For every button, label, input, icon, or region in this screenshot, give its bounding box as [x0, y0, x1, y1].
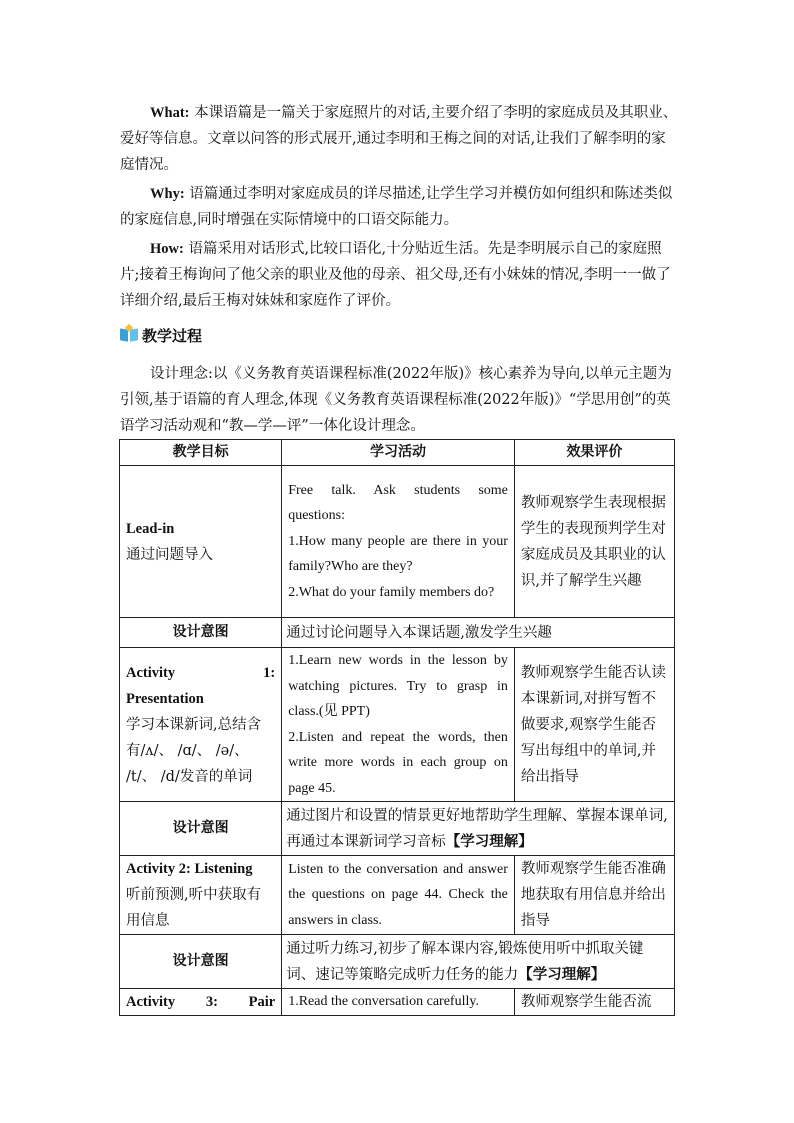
goal-title: Activity 2: Listening [126, 861, 253, 877]
intent-tag: 【学习理解】 [445, 832, 533, 850]
evaluation-cell: 教师观察学生能否流 [514, 989, 674, 1016]
header-evaluation: 效果评价 [514, 440, 674, 466]
goal-title: Activity 1: [126, 664, 276, 681]
intent-content: 通过讨论问题导入本课话题,激发学生兴趣 [286, 624, 552, 641]
intent-row [120, 618, 675, 648]
goal-text: 听前预测,听中获取有用信息 [126, 887, 262, 929]
table-row [120, 989, 675, 1016]
why-label: Why: [150, 186, 185, 202]
why-paragraph [120, 181, 680, 233]
intent-text [282, 935, 675, 989]
goal-title: Activity 3: Pair [126, 994, 276, 1010]
evaluation-cell: 教师观察学生能否准确地获取有用信息并给出指导 [514, 856, 674, 935]
intent-text [282, 618, 675, 648]
why-text: 语篇通过李明对家庭成员的详尽描述,让学生学习并模仿如何组织和陈述类似的家庭信息,同时增强在实际情境中的口语交际能力。 [120, 186, 673, 228]
header-activity: 学习活动 [282, 440, 515, 466]
how-text: 语篇采用对话形式,比较口语化,十分贴近生活。先是李明展示自己的家庭照片;接着王梅询问了他父亲的职业及他的母亲、祖父母,还有小妹妹的情况,李明一一做了详细介绍,最后王梅对妹妹和家庭作了评价。 [120, 241, 671, 309]
evaluation-cell: 教师观察学生表现根据学生的表现预判学生对家庭成员及其职业的认识,并了解学生兴趣 [514, 466, 674, 618]
intent-row [120, 935, 675, 989]
header-goal: 教学目标 [120, 440, 282, 466]
goal-title-2: Presentation [126, 690, 204, 707]
section-heading [120, 324, 202, 346]
table-row [120, 856, 675, 935]
goal-cell [120, 989, 282, 1016]
activity-text: Listen to the conversation and answer the questions on page 44. Check the answers in class. [288, 861, 508, 928]
goal-text: 学习本课新词,总结含有/ʌ/、 /ɑ/、 /ə/、 /t/、 /d/发音的单词 [126, 716, 262, 785]
activity-cell [282, 989, 515, 1016]
how-paragraph [120, 236, 680, 314]
how-label: How: [150, 241, 184, 257]
intent-tag: 【学习理解】 [518, 965, 606, 983]
intent-row [120, 802, 675, 856]
section-title: 教学过程 [142, 326, 203, 345]
table-row [120, 466, 675, 618]
intent-label: 设计意图 [120, 935, 282, 989]
what-label: What: [150, 105, 190, 121]
intent-label: 设计意图 [120, 802, 282, 856]
goal-title: Lead-in [126, 520, 175, 537]
intent-content: 通过听力练习,初步了解本课内容,锻炼使用听中抓取关键词、速记等策略完成听力任务的能力 [286, 940, 644, 983]
table-header-row [120, 440, 675, 466]
intent-label: 设计意图 [120, 618, 282, 648]
goal-cell [120, 648, 282, 802]
activity-cell [282, 856, 515, 935]
intent-text [282, 802, 675, 856]
activity-text: 1.Read the conversation carefully. [288, 994, 479, 1009]
book-icon [120, 327, 138, 343]
goal-text: 通过问题导入 [126, 546, 213, 563]
activity-cell [282, 466, 515, 618]
intent-content: 通过图片和设置的情景更好地帮助学生理解、掌握本课单词,再通过本课新词学习音标 [286, 807, 668, 850]
what-paragraph [120, 100, 680, 178]
activity-cell [282, 648, 515, 802]
goal-cell [120, 466, 282, 618]
teaching-process-table [119, 439, 675, 1016]
evaluation-cell: 教师观察学生能否认读本课新词,对拼写暂不做要求,观察学生能否写出每组中的单词,并给出指导 [514, 648, 674, 802]
design-concept-paragraph: 设计理念:以《义务教育英语课程标准(2022年版)》核心素养为导向,以单元主题为引领,基于语篇的育人理念,体现《义务教育英语课程标准(2022年版)》“学思用创”的英语学习活动观和“教—学—评”一体化设计理念。 [120, 366, 672, 434]
activity-text: 1.Learn new words in the lesson by watching pictures. Try to grasp in class.(见 PPT) 2.Listen and repeat the words, then write more words in each group on page 45. [288, 653, 508, 796]
table-row [120, 648, 675, 802]
what-text: 本课语篇是一篇关于家庭照片的对话,主要介绍了李明的家庭成员及其职业、爱好等信息。文章以问答的形式展开,通过李明和王梅之间的对话,让我们了解李明的家庭情况。 [120, 105, 678, 173]
activity-text: Free talk. Ask students some questions: 1.How many people are there in your family?Who are they? 2.What do your family members do? [288, 482, 508, 600]
goal-cell [120, 856, 282, 935]
